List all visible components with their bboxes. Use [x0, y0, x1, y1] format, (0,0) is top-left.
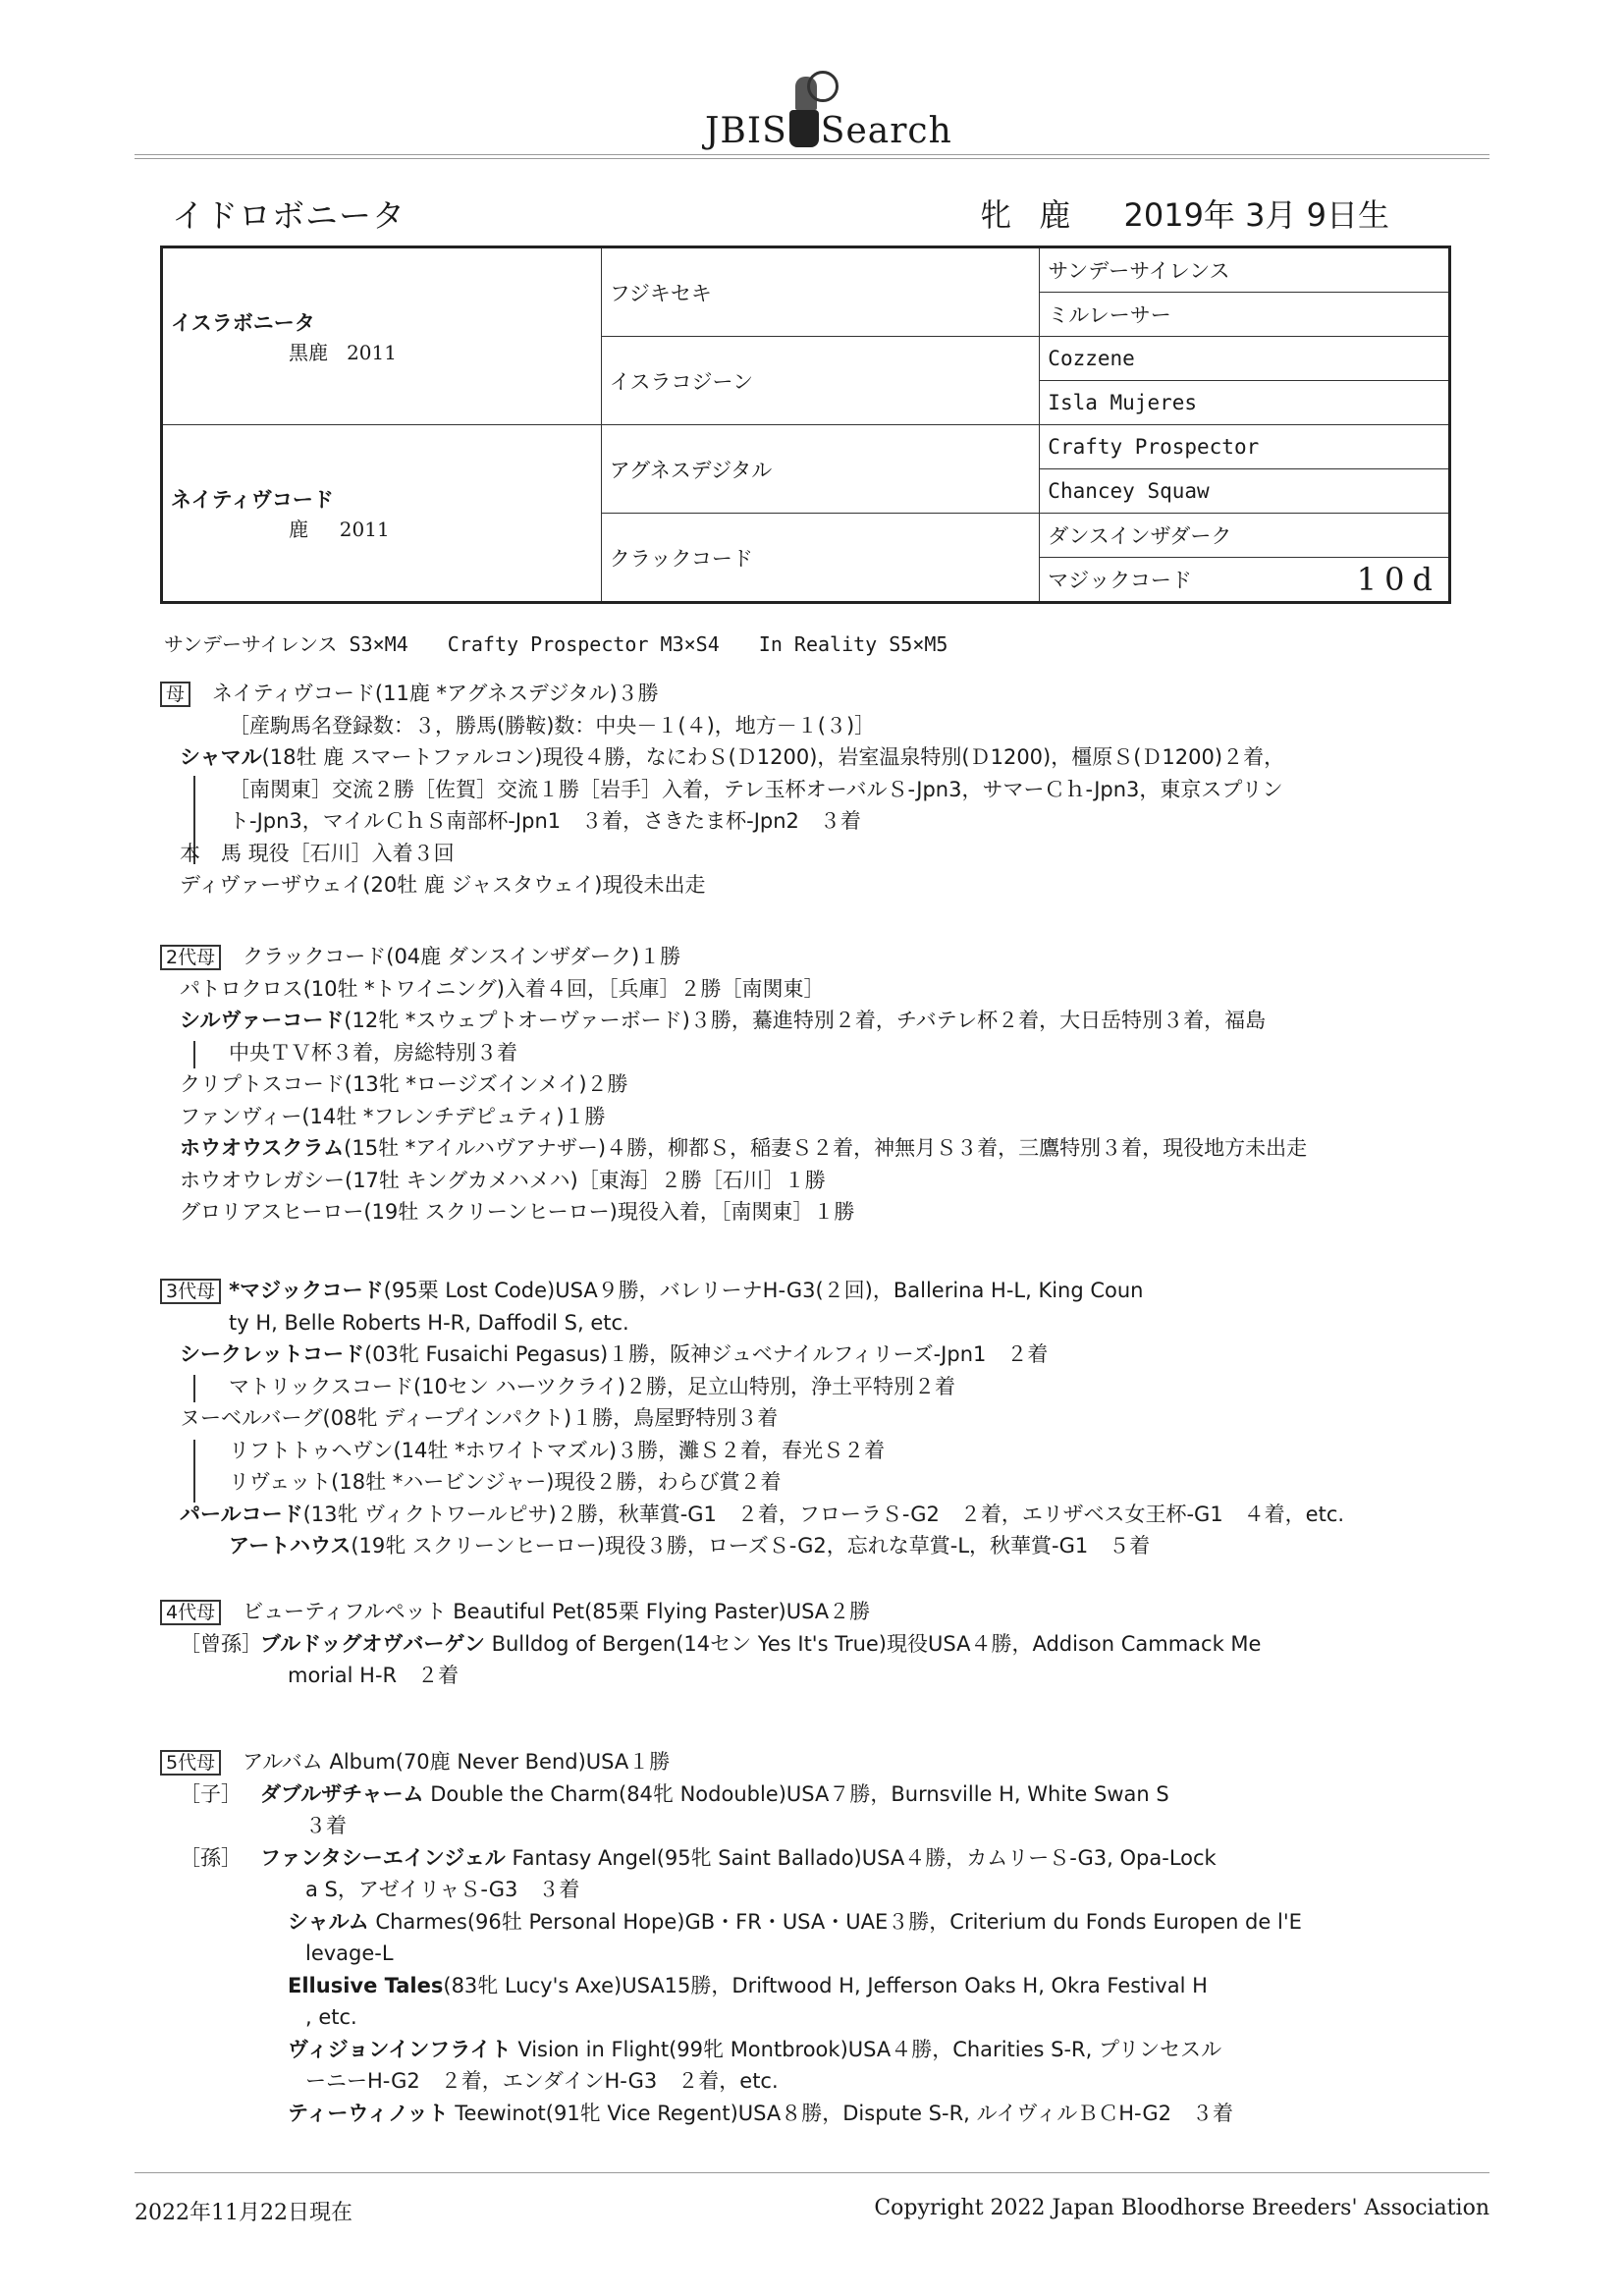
list-item: ty H, Belle Roberts H-R, Daffodil S, etc. — [229, 1310, 629, 1335]
list-item: リヴェット(18牡 *ハービンジャー)現役２勝，わらび賞２着 — [229, 1470, 782, 1494]
list-item: パトロクロス(10牡 *トワイニング)入着４回，［兵庫］２勝［南関東］ — [180, 976, 825, 1001]
sire-name: イスラボニータ — [171, 311, 315, 335]
gen3-cell: Crafty Prospector — [1040, 425, 1450, 469]
gen3-cell: Isla Mujeres — [1040, 381, 1450, 425]
gen3-cell: Chancey Squaw — [1040, 469, 1450, 514]
sire-cell — [162, 247, 602, 425]
list-item: Ellusive Tales(83牝 Lucy's Axe)USA15勝，Driftwood H, Jefferson Oaks H, Okra Festival H — [288, 1973, 1208, 1997]
list-item: ディヴァーザウェイ(20牡 鹿 ジャスタウェイ)現役未出走 — [180, 873, 706, 897]
horse-sex: 牝 — [980, 196, 1012, 234]
footer-divider — [135, 2172, 1489, 2173]
list-item: マトリックスコード(10セン ハーツクライ)２勝，足立山特別，浄土平特別２着 — [229, 1374, 956, 1398]
dam-name: ネイティヴコード — [171, 488, 334, 512]
list-item: ティーウィノット Teewinot(91牝 Vice Regent)USA８勝，Dispute S-R, ルイヴィルＢＣH-G2 ３着 — [288, 2101, 1233, 2125]
logo-text-jbis: JBIS — [705, 111, 787, 151]
list-item: クリプトスコード(13牝 *ロージズインメイ)２勝 — [180, 1072, 628, 1096]
second-dam-section — [160, 941, 1476, 1229]
list-item: ーニーH-G2 ２着，エンダインH-G3 ２着，etc. — [305, 2069, 779, 2093]
gen3-cell: Cozzene — [1040, 337, 1450, 381]
list-item: ［孫］ ファンタシーエインジェル Fantasy Angel(95牝 Saint Ballado)USA４勝，カムリーＳ-G3, Opa-Lock — [180, 1845, 1217, 1870]
list-item: 中央ＴＶ杯３着，房総特別３着 — [229, 1040, 517, 1065]
list-item: パールコード(13牝 ヴィクトワールピサ)２勝，秋華賞-G1 ２着，フローラＳ-G2 ２着，エリザベス女王杯-G1 ４着，etc. — [180, 1502, 1345, 1526]
list-item: ファンヴィー(14牡 *フレンチデピュティ)１勝 — [180, 1104, 606, 1128]
list-item: ［曾孫］ブルドッグオヴバーゲン Bulldog of Bergen(14セン Yes It's True)現役USA４勝，Addison Cammack Me — [180, 1631, 1262, 1656]
inbreeding-line — [164, 629, 975, 657]
gen3-cell: ダンスインザダーク — [1040, 514, 1450, 558]
header-divider-2 — [135, 158, 1489, 159]
dam-summary: ネイティヴコード(11鹿 *アグネスデジタル)３勝 — [212, 682, 659, 705]
list-item: a S，アゼイリャＳ-G3 ３着 — [305, 1878, 580, 1901]
dam-section — [160, 678, 1476, 902]
horse-color: 鹿 — [1039, 196, 1071, 234]
fifth-dam-summary: アルバム Album(70鹿 Never Bend)USA１勝 — [243, 1750, 671, 1774]
list-item: morial H-R ２着 — [288, 1664, 460, 1687]
family-number: 10d — [1356, 561, 1440, 598]
section-tag: 4代母 — [160, 1600, 221, 1625]
list-item: リフトトゥヘヴン(14牡 *ホワイトマズル)３勝，灘Ｓ２着，春光Ｓ２着 — [229, 1438, 886, 1462]
list-item: ヌーベルバーグ(08牝 ディープインパクト)１勝，鳥屋野特別３着 — [180, 1406, 779, 1430]
list-item: アートハウス(19牝 スクリーンヒーロー)現役３勝，ローズＳ-G2，忘れな草賞-L，秋華賞-G1 ５着 — [229, 1534, 1151, 1558]
section-tag: 3代母 — [160, 1279, 221, 1304]
list-item: シャマル(18牡 鹿 スマートファルコン)現役４勝，なにわＳ(Ｄ1200)，岩室温泉特別(Ｄ1200)，橿原Ｓ(Ｄ1200)２着， — [180, 745, 1285, 769]
gen3-cell: サンデーサイレンス — [1040, 247, 1450, 293]
gen3-cell-last: マジックコード 10d — [1040, 558, 1450, 603]
footer-copyright: Copyright 2022 Japan Bloodhorse Breeders' Association — [874, 2196, 1489, 2220]
list-item: levage-L — [305, 1941, 394, 1965]
list-item: グロリアスヒーロー(19牡 スクリーンヒーロー)現役入着，［南関東］１勝 — [180, 1200, 855, 1224]
list-item: ホウオウレガシー(17牡 キングカメハメハ)［東海］２勝［石川］１勝 — [180, 1168, 826, 1192]
section-tag: 2代母 — [160, 945, 221, 970]
second-dam-summary: クラックコード(04鹿 ダンスインザダーク)１勝 — [243, 945, 681, 968]
list-item: シルヴァーコード(12牝 *スウェプトオーヴァーボード)３勝，驀進特別２着，チバテレ杯２着，大日岳特別３着，福島 — [180, 1009, 1267, 1032]
gen3-cell: ミルレーサー — [1040, 293, 1450, 337]
gen2-cell: クラックコード — [601, 514, 1040, 603]
list-item: ［子］ ダブルザチャーム Double the Charm(84牝 Nodouble)USA７勝，Burnsville H, White Swan S — [180, 1781, 1169, 1806]
list-item: ヴィジョンインフライト Vision in Flight(99牝 Montbrook)USA４勝，Charities S-R, プリンセスル — [288, 2037, 1222, 2061]
list-item: シークレットコード(03牝 Fusaichi Pegasus)１勝，阪神ジュベナイルフィリーズ-Jpn1 ２着 — [180, 1342, 1049, 1366]
logo-text-search: Search — [820, 111, 952, 151]
list-item: ホウオウスクラム(15牡 *アイルハヴアナザー)４勝，柳都Ｓ，稲妻Ｓ２着，神無月Ｓ３着，三鷹特別３着，現役地方未出走 — [180, 1136, 1308, 1160]
jbis-search-logo[interactable] — [705, 110, 952, 151]
list-item: ト-Jpn3，マイルＣｈＳ南部杯-Jpn1 ３着，さきたま杯-Jpn2 ３着 — [229, 809, 861, 833]
inbreeding-item: In Reality S5×M5 — [758, 632, 948, 656]
list-item: シャルム Charmes(96牡 Personal Hope)GB・FR・USA・UAE３勝，Criterium du Fonds Europen de l'E — [288, 1909, 1302, 1934]
dam-produce-stats: ［産駒馬名登録数：３，勝馬(勝鞍)数：中央－１(４)，地方－１(３)］ — [229, 713, 876, 738]
horse-birthdate: 2019年 3月 9日生 — [1123, 196, 1389, 234]
horse-magnifier-icon — [789, 110, 819, 147]
list-item: ３着 — [305, 1814, 347, 1837]
fourth-dam-section — [160, 1596, 1476, 1692]
section-tag: 母 — [160, 682, 190, 707]
list-item: 本 馬 現役［石川］入着３回 — [180, 841, 455, 865]
section-tag: 5代母 — [160, 1750, 221, 1776]
dam-info: 鹿 2011 — [289, 518, 390, 541]
sire-info: 黒鹿 2011 — [289, 341, 397, 364]
horse-info — [962, 191, 1389, 236]
list-item: , etc. — [305, 2005, 357, 2029]
fourth-dam-summary: ビューティフルペット Beautiful Pet(85栗 Flying Paster)USA２勝 — [243, 1600, 871, 1623]
header-divider — [135, 154, 1489, 155]
footer-date: 2022年11月22日現在 — [135, 2201, 352, 2225]
inbreeding-item: Crafty Prospector M3×S4 — [447, 632, 720, 656]
pedigree-table — [160, 246, 1451, 604]
inbreeding-item: サンデーサイレンス S3×M4 — [164, 632, 408, 656]
list-item: ［南関東］交流２勝［佐賀］交流１勝［岩手］入着，テレ玉杯オーバルＳ-Jpn3，サマーＣｈ-Jpn3，東京スプリン — [229, 777, 1283, 801]
page-header — [0, 0, 1624, 157]
gen2-cell: フジキセキ — [601, 247, 1040, 337]
gen2-cell: アグネスデジタル — [601, 425, 1040, 514]
title-row — [172, 191, 1389, 236]
third-dam-section: 3代母 *マジックコード(95栗 Lost Code)USA９勝，バレリーナH-G3(２回)，Ballerina H-L, King Coun ty H, Belle Roberts H-R, Daffodil S, etc. シークレットコード(03牝 Fusaichi Pegasus)１勝，阪神ジュベナイルフィリーズ-Jpn1 ２着 マトリックスコード(10セン ハーツクライ)２勝，足立山特別，浄土平特別２着 ヌーベルバーグ(08牝 ディープインパクト)１勝，鳥屋野特別３着 リフトトゥヘヴン(14牡 *ホワイトマズル)３勝，灘Ｓ２着，春光Ｓ２着 リヴェット(18牡 *ハービンジャー)現役２勝，わらび賞２着 パールコード(13牝 ヴィクトワールピサ)２勝，秋華賞-G1 ２着，フローラＳ-G2 ２着，エリザベス女王杯-G1 ４着，etc. アートハウス(19牝 スクリーンヒーロー)現役３勝，ローズＳ-G2，忘れな草賞-L，秋華賞-G1 ５着 — [160, 1275, 1476, 1562]
dam-cell — [162, 425, 602, 603]
fifth-dam-section — [160, 1746, 1476, 2129]
gen2-cell: イスラコジーン — [601, 337, 1040, 425]
horse-name: イドロボニータ — [172, 196, 406, 235]
